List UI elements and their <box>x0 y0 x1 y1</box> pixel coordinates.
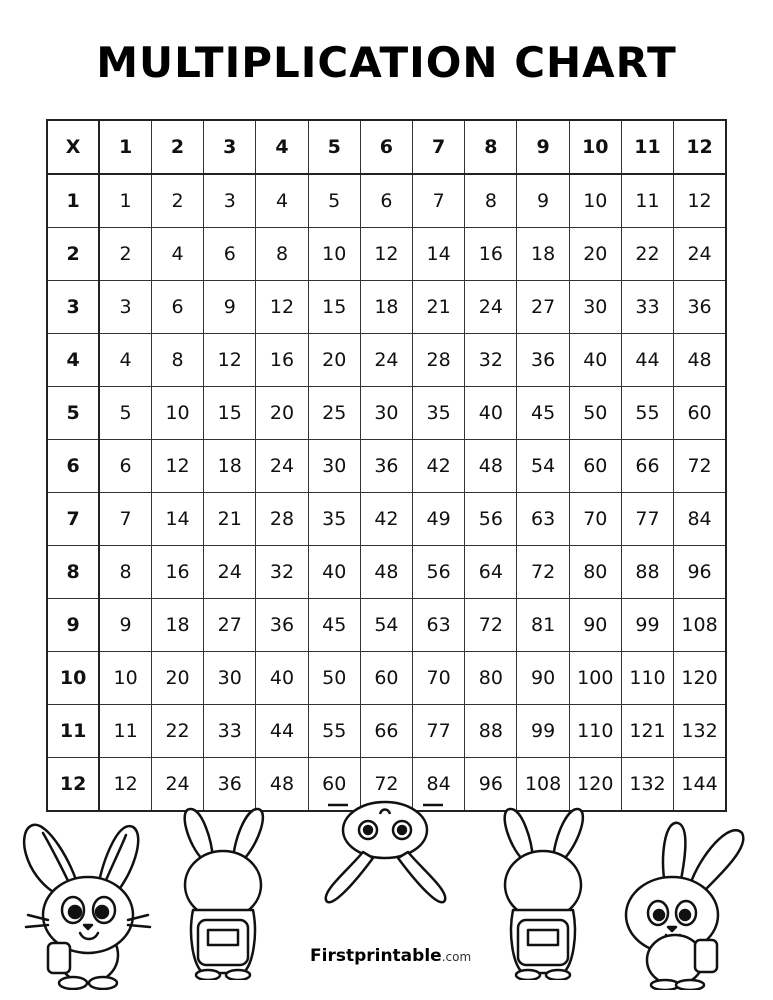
table-cell: 1 <box>99 174 151 228</box>
table-cell: 66 <box>621 440 673 493</box>
table-cell: 3 <box>99 281 151 334</box>
brand-suffix: .com <box>441 950 472 964</box>
column-header: 9 <box>517 120 569 174</box>
table-cell: 81 <box>517 599 569 652</box>
table-cell: 6 <box>204 228 256 281</box>
table-cell: 40 <box>465 387 517 440</box>
table-cell: 96 <box>465 758 517 812</box>
table-cell: 7 <box>99 493 151 546</box>
table-cell: 60 <box>308 758 360 812</box>
header-row <box>47 120 726 174</box>
table-cell: 30 <box>308 440 360 493</box>
table-cell: 30 <box>569 281 621 334</box>
table-cell: 49 <box>413 493 465 546</box>
row-header: 7 <box>47 493 99 546</box>
table-cell: 10 <box>99 652 151 705</box>
table-cell: 4 <box>151 228 203 281</box>
row-header: 3 <box>47 281 99 334</box>
table-cell: 4 <box>256 174 308 228</box>
brand-logo <box>310 946 471 966</box>
table-cell: 8 <box>256 228 308 281</box>
column-header: 12 <box>674 120 726 174</box>
table-cell: 22 <box>621 228 673 281</box>
table-cell: 63 <box>413 599 465 652</box>
table-cell: 27 <box>517 281 569 334</box>
table-cell: 27 <box>204 599 256 652</box>
table-cell: 72 <box>517 546 569 599</box>
table-cell: 30 <box>204 652 256 705</box>
column-header: 11 <box>621 120 673 174</box>
table-cell: 36 <box>204 758 256 812</box>
table-cell: 18 <box>204 440 256 493</box>
table-cell: 8 <box>151 334 203 387</box>
table-cell: 20 <box>151 652 203 705</box>
table-cell: 36 <box>256 599 308 652</box>
table-cell: 48 <box>674 334 726 387</box>
table-cell: 70 <box>413 652 465 705</box>
table-cell: 18 <box>360 281 412 334</box>
table-cell: 28 <box>413 334 465 387</box>
table-cell: 63 <box>517 493 569 546</box>
table-cell: 64 <box>465 546 517 599</box>
multiplication-table <box>46 119 727 812</box>
table-cell: 44 <box>621 334 673 387</box>
table-cell: 2 <box>151 174 203 228</box>
table-cell: 7 <box>413 174 465 228</box>
table-cell: 32 <box>256 546 308 599</box>
table-cell: 55 <box>621 387 673 440</box>
table-cell: 50 <box>569 387 621 440</box>
table-cell: 6 <box>99 440 151 493</box>
table-cell: 9 <box>204 281 256 334</box>
table-row <box>47 705 726 758</box>
table-cell: 21 <box>413 281 465 334</box>
table-cell: 88 <box>465 705 517 758</box>
column-header: 1 <box>99 120 151 174</box>
bunny-upside-down-icon <box>318 800 453 920</box>
table-cell: 24 <box>204 546 256 599</box>
table-cell: 48 <box>360 546 412 599</box>
table-cell: 12 <box>360 228 412 281</box>
row-header: 12 <box>47 758 99 812</box>
table-cell: 15 <box>308 281 360 334</box>
table-cell: 20 <box>308 334 360 387</box>
table-cell: 35 <box>308 493 360 546</box>
table-cell: 108 <box>674 599 726 652</box>
table-cell: 24 <box>256 440 308 493</box>
table-cell: 77 <box>621 493 673 546</box>
table-cell: 48 <box>256 758 308 812</box>
table-cell: 16 <box>256 334 308 387</box>
column-header: 2 <box>151 120 203 174</box>
table-cell: 99 <box>621 599 673 652</box>
table-cell: 20 <box>256 387 308 440</box>
table-cell: 24 <box>674 228 726 281</box>
table-cell: 96 <box>674 546 726 599</box>
table-cell: 72 <box>360 758 412 812</box>
table-cell: 22 <box>151 705 203 758</box>
table-cell: 35 <box>413 387 465 440</box>
table-cell: 10 <box>151 387 203 440</box>
row-header: 1 <box>47 174 99 228</box>
table-cell: 88 <box>621 546 673 599</box>
table-cell: 9 <box>517 174 569 228</box>
table-row <box>47 546 726 599</box>
column-header: 5 <box>308 120 360 174</box>
table-cell: 56 <box>413 546 465 599</box>
table-cell: 60 <box>569 440 621 493</box>
table-cell: 24 <box>360 334 412 387</box>
table-cell: 33 <box>621 281 673 334</box>
bunny-front-icon <box>18 815 158 990</box>
table-row <box>47 228 726 281</box>
bunny-backpack-icon <box>168 805 278 980</box>
row-header: 11 <box>47 705 99 758</box>
table-body <box>47 174 726 811</box>
table-cell: 2 <box>99 228 151 281</box>
table-cell: 70 <box>569 493 621 546</box>
table-row <box>47 174 726 228</box>
table-cell: 5 <box>308 174 360 228</box>
table-row <box>47 440 726 493</box>
table-cell: 15 <box>204 387 256 440</box>
page-title: MULTIPLICATION CHART <box>96 38 677 87</box>
table-cell: 33 <box>204 705 256 758</box>
table-cell: 12 <box>99 758 151 812</box>
table-row <box>47 599 726 652</box>
table-cell: 8 <box>465 174 517 228</box>
table-cell: 9 <box>99 599 151 652</box>
table-cell: 48 <box>465 440 517 493</box>
table-cell: 90 <box>517 652 569 705</box>
table-cell: 40 <box>256 652 308 705</box>
table-cell: 132 <box>621 758 673 812</box>
table-cell: 30 <box>360 387 412 440</box>
table-cell: 108 <box>517 758 569 812</box>
table-cell: 24 <box>151 758 203 812</box>
column-header: 8 <box>465 120 517 174</box>
table-cell: 42 <box>413 440 465 493</box>
table-cell: 18 <box>517 228 569 281</box>
table-row <box>47 493 726 546</box>
table-cell: 45 <box>308 599 360 652</box>
table-cell: 60 <box>674 387 726 440</box>
column-header: 7 <box>413 120 465 174</box>
table-cell: 60 <box>360 652 412 705</box>
table-cell: 5 <box>99 387 151 440</box>
table-cell: 110 <box>569 705 621 758</box>
corner-cell: X <box>47 120 99 174</box>
row-header: 10 <box>47 652 99 705</box>
table-cell: 72 <box>674 440 726 493</box>
table-cell: 66 <box>360 705 412 758</box>
table-cell: 25 <box>308 387 360 440</box>
table-cell: 14 <box>413 228 465 281</box>
table-cell: 4 <box>99 334 151 387</box>
table-cell: 54 <box>360 599 412 652</box>
table-cell: 120 <box>569 758 621 812</box>
table-row <box>47 281 726 334</box>
table-cell: 8 <box>99 546 151 599</box>
table-cell: 45 <box>517 387 569 440</box>
table-cell: 24 <box>465 281 517 334</box>
table-cell: 44 <box>256 705 308 758</box>
table-cell: 84 <box>413 758 465 812</box>
row-header: 9 <box>47 599 99 652</box>
table-cell: 90 <box>569 599 621 652</box>
table-cell: 77 <box>413 705 465 758</box>
table-cell: 55 <box>308 705 360 758</box>
table-cell: 12 <box>674 174 726 228</box>
bunny-illustrations <box>0 800 773 1000</box>
table-cell: 10 <box>569 174 621 228</box>
table-cell: 80 <box>465 652 517 705</box>
table-cell: 12 <box>256 281 308 334</box>
table-row <box>47 387 726 440</box>
row-header: 4 <box>47 334 99 387</box>
table-cell: 40 <box>569 334 621 387</box>
table-cell: 56 <box>465 493 517 546</box>
table-cell: 16 <box>465 228 517 281</box>
table-cell: 6 <box>360 174 412 228</box>
table-cell: 21 <box>204 493 256 546</box>
table-cell: 120 <box>674 652 726 705</box>
table-cell: 12 <box>151 440 203 493</box>
table-cell: 11 <box>621 174 673 228</box>
column-header: 10 <box>569 120 621 174</box>
table-cell: 54 <box>517 440 569 493</box>
table-cell: 10 <box>308 228 360 281</box>
table-cell: 11 <box>99 705 151 758</box>
table-cell: 42 <box>360 493 412 546</box>
table-cell: 40 <box>308 546 360 599</box>
table-cell: 110 <box>621 652 673 705</box>
column-header: 6 <box>360 120 412 174</box>
table-row <box>47 652 726 705</box>
row-header: 2 <box>47 228 99 281</box>
table-cell: 12 <box>204 334 256 387</box>
table-cell: 36 <box>517 334 569 387</box>
table-cell: 20 <box>569 228 621 281</box>
table-cell: 36 <box>674 281 726 334</box>
row-header: 5 <box>47 387 99 440</box>
table-cell: 99 <box>517 705 569 758</box>
table-cell: 84 <box>674 493 726 546</box>
table-cell: 28 <box>256 493 308 546</box>
table-cell: 144 <box>674 758 726 812</box>
table-cell: 80 <box>569 546 621 599</box>
table-cell: 14 <box>151 493 203 546</box>
bunny-side-icon <box>610 815 750 990</box>
table-cell: 32 <box>465 334 517 387</box>
table-cell: 36 <box>360 440 412 493</box>
table-cell: 72 <box>465 599 517 652</box>
row-header: 8 <box>47 546 99 599</box>
table-cell: 50 <box>308 652 360 705</box>
row-header: 6 <box>47 440 99 493</box>
table-cell: 3 <box>204 174 256 228</box>
table-cell: 16 <box>151 546 203 599</box>
table-row <box>47 334 726 387</box>
column-header: 4 <box>256 120 308 174</box>
bunny-backpack-icon <box>488 805 598 980</box>
table-cell: 6 <box>151 281 203 334</box>
table-cell: 100 <box>569 652 621 705</box>
table-cell: 121 <box>621 705 673 758</box>
brand-name: Firstprintable <box>310 946 442 966</box>
table-cell: 132 <box>674 705 726 758</box>
table-cell: 18 <box>151 599 203 652</box>
column-header: 3 <box>204 120 256 174</box>
